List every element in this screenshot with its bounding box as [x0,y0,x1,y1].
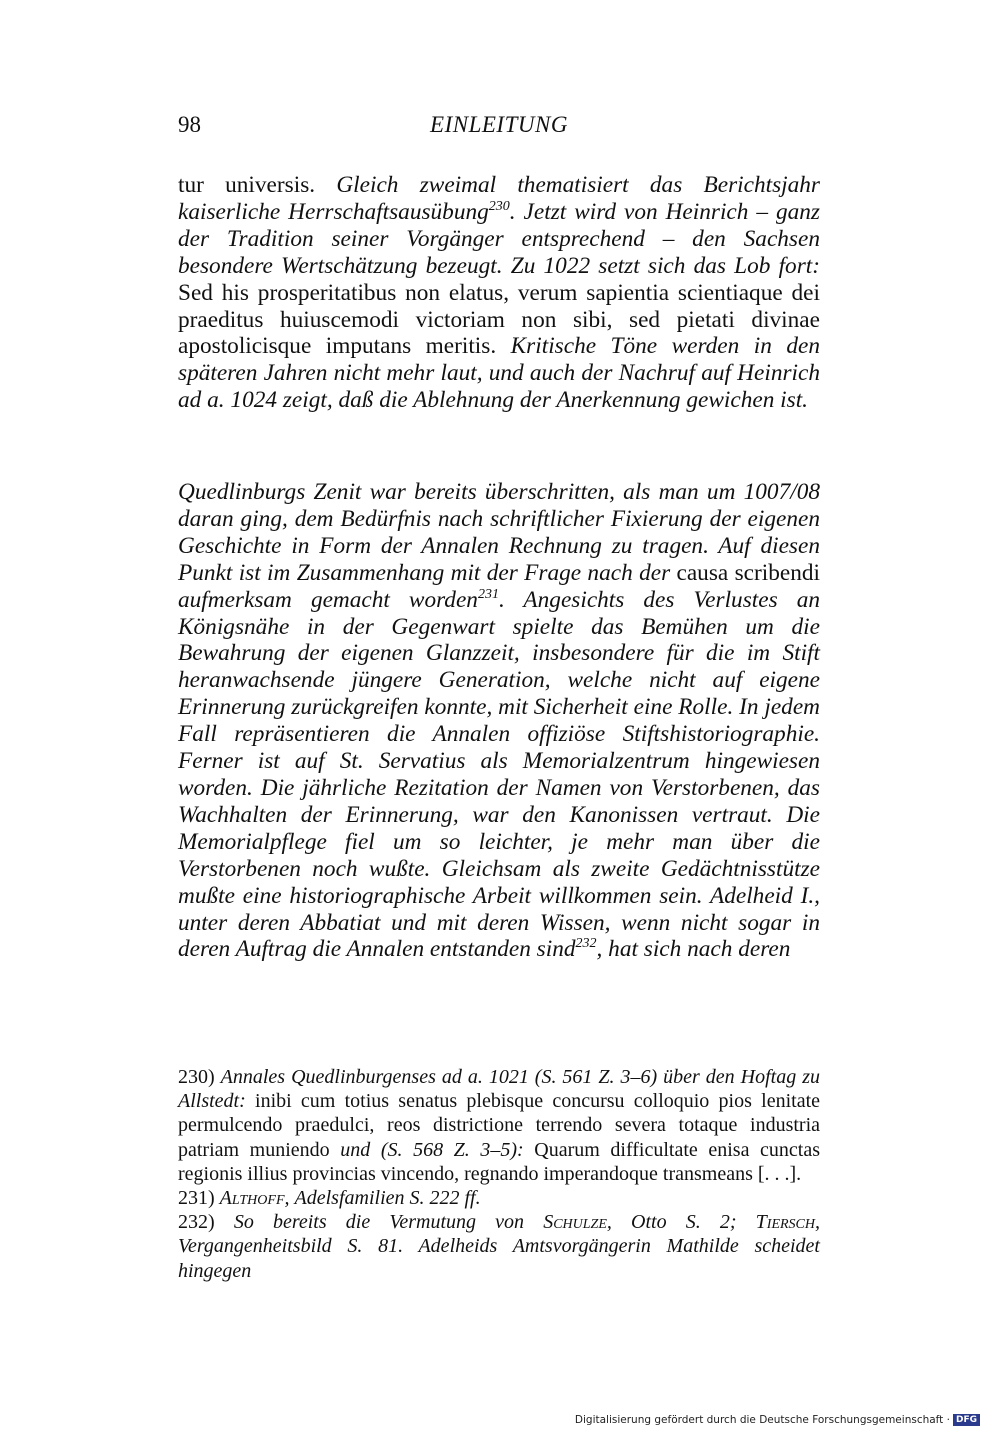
footnote-number: 230) [178,1066,215,1088]
p2-text-4: , hat sich nach deren [596,936,791,963]
footnote-text: Otto S. 2; [631,1211,737,1234]
footnote-text: Annales Quedlinburgenses ad a. 1021 (S. 561 Z. 3–6) über den Hoftag zu Allstedt: [178,1066,820,1113]
footnote-author: Schulze, [543,1211,612,1234]
p2-text-2: aufmerksam gemacht worden [178,586,478,613]
p2-text-3: . Angesichts des Verlustes an Königsnähe in der Gegenwart spielte das Bemühen um die Bewahrung der eigenen Glanzzeit, insbesondere für die im Stift heranwachsende jüngere Generation, welche nicht auf eigene Erinnerung zurückgreifen konnte, mit Sicherheit eine Rolle. In jedem Fall repräsentieren die Annalen offiziöse Stiftshistoriographie. Ferner ist auf St. Servatius als Memorialzentrum hingewiesen worden. Die jährliche Rezitation der Namen von Verstorbenen, das Wachhalten der Erinnerung, war den Kanonissen vertraut. Die Memorialpflege fiel um so leichter, je mehr man über die Verstorbenen noch wußte. Gleichsam als zweite Gedächtnisstütze mußte eine historiographische Arbeit willkommen sein. Adelheid I., unter deren Abbatiat und mit deren Wissen, wenn nicht sogar in deren Auftrag die Annalen entstanden sind [178,586,820,963]
running-title: EINLEITUNG [430,112,568,137]
p1-text-3: Kritische Töne werden in den späteren Jahren nicht mehr laut, und auch der Nachruf auf Heinrich ad a. 1024 zeigt, daß die Ablehnung der Anerkennung gewichen ist. [178,333,820,414]
page-header [178,112,820,146]
footnote-text: So bereits die Vermutung von [233,1211,525,1234]
footnote-number: 231) [178,1187,215,1210]
p1-latin-1: tur universis. [178,172,316,198]
footnote-text: und (S. 568 Z. 3–5): [340,1138,524,1161]
dfg-logo: DFG [953,1414,980,1426]
page-number: 98 [178,112,201,137]
footnote-ref-230[interactable]: 230 [488,199,510,215]
footnote-ref-231[interactable]: 231 [477,586,499,602]
footnote-230 [178,1065,820,1186]
p2-text-1: Quedlinburgs Zenit war bereits überschritten, als man um 1007/08 daran ging, dem Bedürfnis nach schriftlicher Fixierung der eigenen Geschichte in Form der Annalen Rechnung zu tragen. Auf diesen Punkt ist im Zusammenhang mit der Frage nach der [178,479,820,586]
p1-latin-2: Sed his prosperitatibus non elatus, verum sapientia scientiaque dei praeditus huiuscemodi victoriam non sibi, sed pietati divinae apostolicisque imputans meritis. [178,279,820,360]
p2-latin-1: causa scribendi [676,559,820,586]
footnote-ref-232[interactable]: 232 [575,936,597,952]
footnote-latin: inibi cum totius senatus plebisque concursu colloquio pios lenitate permulcendo praedulci, reos districtione terrendo severa totaque industria patriam muniendo [178,1090,820,1161]
footnote-author: Althoff, [219,1187,290,1210]
paragraph-2 [178,479,820,963]
paragraph-1 [178,172,820,414]
p1-text-1: Gleich zweimal thematisiert das Berichtsjahr kaiserliche Herrschaftsausübung [178,172,820,225]
footnote-231 [178,1186,820,1210]
footnote-latin: Quarum difficultate enisa cunctas regionis illius provincias vincendo, regnando imperandoque transmeans [. . .]. [178,1138,821,1185]
footnote-text: Vergangenheitsbild S. 81. Adelheids Amtsvorgängerin Mathilde scheidet hingegen [178,1235,820,1282]
footnote-232 [178,1210,820,1283]
digitization-credit [575,1414,980,1426]
p1-text-2: . Jetzt wird von Heinrich – ganz der Tradition seiner Vorgänger entsprechend – den Sachsen besondere Wertschätzung bezeugt. Zu 1022 setzt sich das Lob fort: [178,198,820,279]
footnotes [178,1065,820,1283]
footnote-text: Adelsfamilien S. 222 ff. [294,1187,481,1210]
footnote-author: Tiersch, [755,1211,820,1234]
credit-text: Digitalisierung gefördert durch die Deutsche Forschungsgemeinschaft · [574,1414,950,1426]
footnote-number: 232) [178,1211,215,1234]
